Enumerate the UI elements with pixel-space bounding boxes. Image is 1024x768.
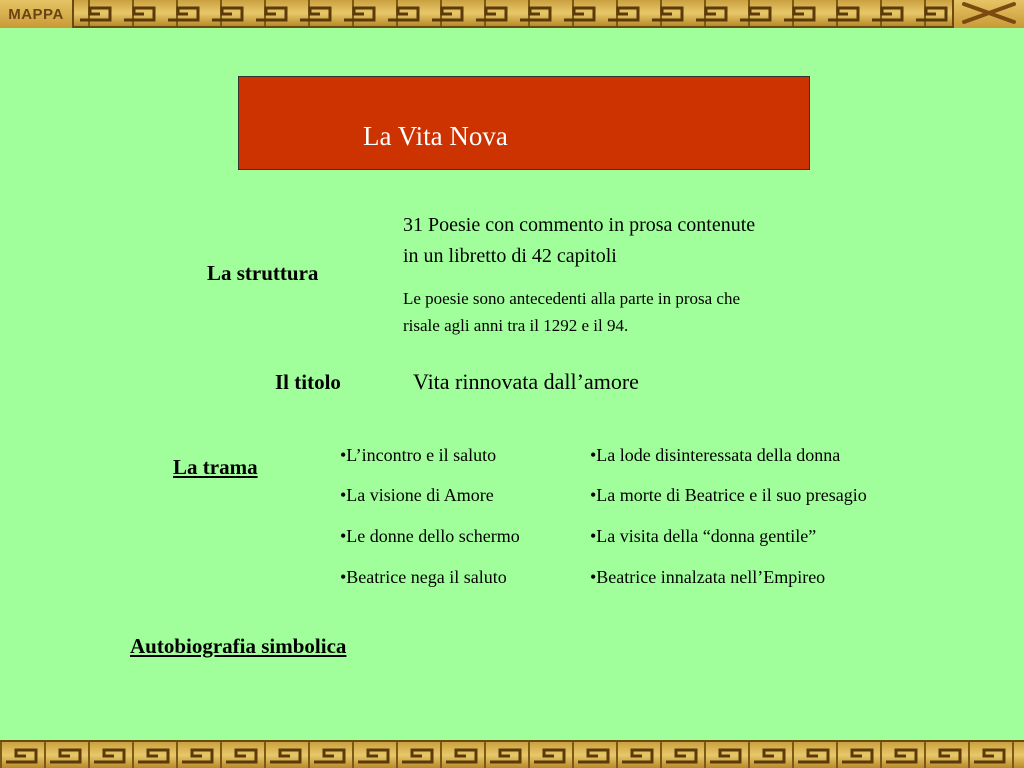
greek-key-pattern-bottom xyxy=(0,742,1024,768)
title-box xyxy=(238,76,810,170)
trama-left-item-2: •La visione di Amore xyxy=(340,485,494,505)
page-title: La Vita Nova xyxy=(363,121,508,151)
struttura-label: La struttura xyxy=(207,261,319,285)
mappa-button[interactable]: MAPPA xyxy=(0,0,74,28)
greek-key-pattern-top xyxy=(0,0,1024,26)
trama-left-item-3: •Le donne dello schermo xyxy=(340,526,520,546)
titolo-value: Vita rinnovata dall’amore xyxy=(413,369,639,394)
bottom-decorative-border xyxy=(0,740,1024,768)
trama-right-item-4: •Beatrice innalzata nell’Empireo xyxy=(590,567,826,587)
close-x-icon xyxy=(954,0,1024,26)
trama-left-item-1: •L’incontro e il saluto xyxy=(340,445,497,465)
autobiografia-link[interactable]: Autobiografia simbolica xyxy=(130,634,347,658)
trama-right-item-3: •La visita della “donna gentile” xyxy=(590,526,817,546)
close-button[interactable] xyxy=(952,0,1024,28)
trama-right-item-1: •La lode disinteressata della donna xyxy=(590,445,841,465)
trama-link[interactable]: La trama xyxy=(173,455,258,479)
struttura-line-2: in un libretto di 42 capitoli xyxy=(403,245,617,267)
trama-right-item-2: •La morte di Beatrice e il suo presagio xyxy=(590,485,867,505)
struttura-note-1: Le poesie sono antecedenti alla parte in prosa che xyxy=(403,289,741,308)
struttura-line-1: 31 Poesie con commento in prosa contenute xyxy=(403,214,756,236)
titolo-label: Il titolo xyxy=(275,370,341,394)
top-decorative-border xyxy=(0,0,1024,28)
trama-left-item-4: •Beatrice nega il saluto xyxy=(340,567,507,587)
struttura-note-2: risale agli anni tra il 1292 e il 94. xyxy=(403,316,629,335)
